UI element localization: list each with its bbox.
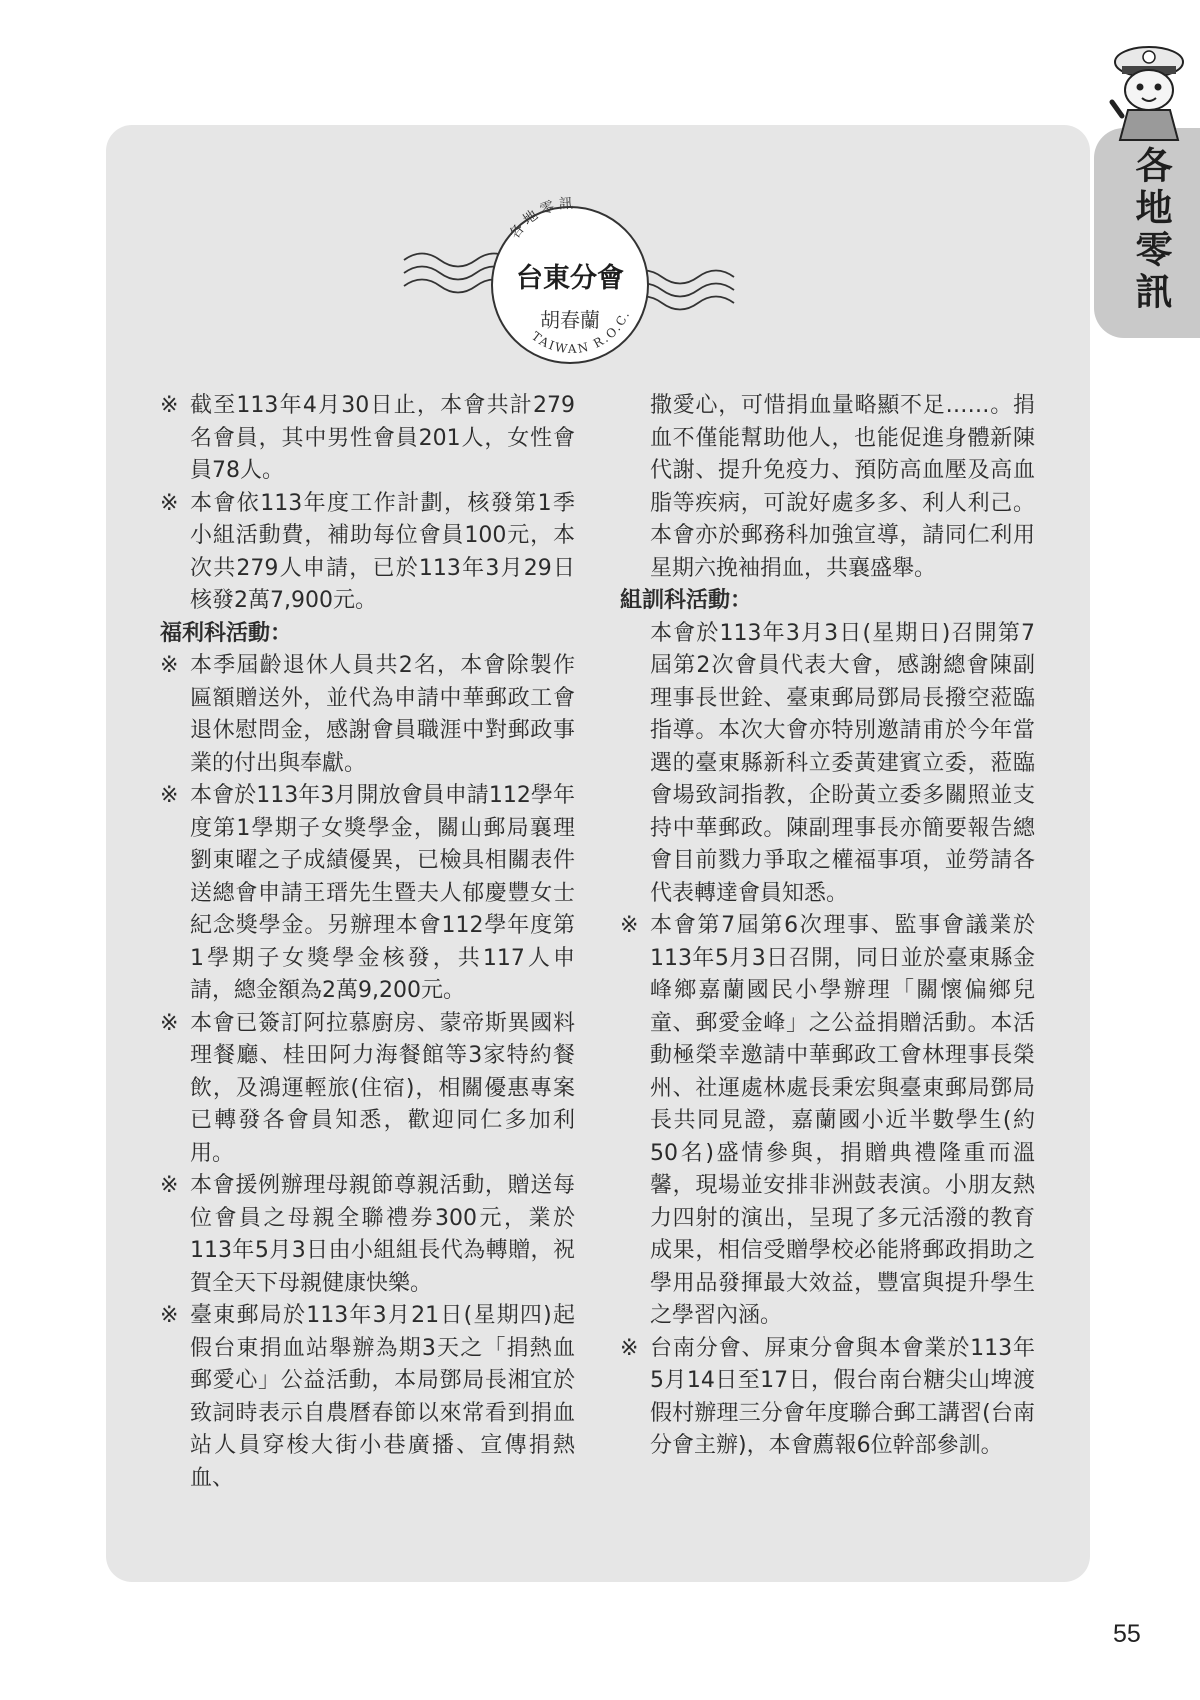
list-item bbox=[160, 1170, 575, 1300]
list-item-text: 本會於113年3月開放會員申請112學年度第1學期子女獎學金，關山郵局襄理劉東曜之子成績優異，已檢具相關表件送總會申請王瑨先生暨夫人郁慶豐女士紀念獎學金。另辦理本會112學年度第1學期子女獎學金核發，共117人申請，總金額為2萬9,200元。 bbox=[190, 783, 575, 1003]
section-heading-training: 組訓科活動： bbox=[620, 588, 753, 613]
list-item bbox=[160, 488, 575, 618]
list-item bbox=[160, 650, 575, 780]
postmark-arc-top: 各地零訊 bbox=[506, 195, 578, 243]
list-item-text: 本會已簽訂阿拉慕廚房、蒙帝斯異國料理餐廳、桂田阿力海餐館等3家特約餐飲，及鴻運輕旅(住宿)，相關優惠專案已轉發各會員知悉，歡迎同仁多加利用。 bbox=[190, 1010, 575, 1166]
reference-mark: ※ bbox=[160, 1303, 179, 1328]
training-paragraph: 本會於113年3月3日(星期日)召開第7屆第2次會員代表大會，感謝總會陳副理事長世銓、臺東郵局鄧局長撥空蒞臨指導。本次大會亦特別邀請甫於今年當選的臺東縣新科立委黃建賓立委，蒞臨會場致詞指教，企盼黃立委多關照並支持中華郵政。陳副理事長亦簡要報告總會目前戮力爭取之權福事項，並勞請各代表轉達會員知悉。 bbox=[650, 620, 1035, 906]
section-tab-label: 各地零訊 bbox=[1129, 146, 1173, 314]
reference-mark: ※ bbox=[160, 783, 179, 808]
branch-title: 台東分會 bbox=[516, 263, 624, 294]
postmark-stamp bbox=[400, 185, 740, 385]
list-item-text: 臺東郵局於113年3月21日(星期四)起假台東捐血站舉辦為期3天之「捐熱血 郵愛心」公益活動，本局鄧局長湘宜於致詞時表示自農曆春節以來常看到捐血站人員穿梭大街小巷廣播、宣傳捐熱血、 bbox=[190, 1303, 575, 1491]
reference-mark: ※ bbox=[160, 653, 179, 678]
reference-mark: ※ bbox=[160, 1010, 179, 1036]
right-column bbox=[620, 390, 1035, 1463]
left-column bbox=[160, 390, 575, 1495]
list-item-text: 截至113年4月30日止，本會共計279名會員，其中男性會員201人，女性會員78人。 bbox=[190, 393, 575, 483]
list-item bbox=[160, 1300, 575, 1495]
reference-mark: ※ bbox=[160, 393, 179, 418]
list-item bbox=[160, 1008, 575, 1171]
list-item-text: 本會依113年度工作計劃，核發第1季小組活動費，補助每位會員100元，本次共279人申請，已於113年3月29日核發2萬7,900元。 bbox=[190, 490, 575, 613]
list-item bbox=[160, 780, 575, 1008]
reference-mark: ※ bbox=[160, 490, 179, 516]
list-item-text: 本會援例辦理母親節尊親活動，贈送每位會員之母親全聯禮券300元，業於113年5月3日由小組組長代為轉贈，祝賀全天下母親健康快樂。 bbox=[190, 1173, 575, 1296]
list-item-text: 台南分會、屏東分會與本會業於113年5月14日至17日，假台南台糖尖山埤渡假村辦理三分會年度聯合郵工講習(台南分會主辦)，本會薦報6位幹部參訓。 bbox=[650, 1335, 1035, 1458]
mascot-illustration bbox=[1108, 40, 1190, 146]
reference-mark: ※ bbox=[620, 1335, 639, 1361]
reference-mark: ※ bbox=[160, 1173, 179, 1198]
reference-mark: ※ bbox=[620, 913, 639, 938]
section-heading-welfare: 福利科活動： bbox=[160, 620, 293, 646]
list-item bbox=[160, 390, 575, 488]
list-item bbox=[620, 1333, 1035, 1463]
list-item-text: 本季屆齡退休人員共2名，本會除製作匾額贈送外，並代為申請中華郵政工會退休慰問金，感謝會員職涯中對郵政事業的付出與奉獻。 bbox=[190, 653, 575, 776]
author-name: 胡春蘭 bbox=[540, 308, 600, 332]
section-side-tab bbox=[1094, 128, 1200, 338]
list-item-text: 本會第7屆第6次理事、監事會議業於113年5月3日召開，同日並於臺東縣金峰鄉嘉蘭國民小學辦理「關懷偏鄉兒童、郵愛金峰」之公益捐贈活動。本活動極榮幸邀請中華郵政工會林理事長榮州、社運處林處長秉宏與臺東郵局鄧局長共同見證，嘉蘭國小近半數學生(約50名)盛情參與，捐贈典禮隆重而溫馨，現場並安排非洲鼓表演。小朋友熱力四射的演出，呈現了多元活潑的教育成果，相信受贈學校必能將郵政捐助之學用品發揮最大效益，豐富與提升學生之學習內涵。 bbox=[650, 913, 1035, 1328]
page-number: 55 bbox=[1113, 1620, 1141, 1648]
continued-paragraph: 撒愛心，可惜捐血量略顯不足……。捐血不僅能幫助他人，也能促進身體新陳代謝、提升免疫力、預防高血壓及高血脂等疾病，可說好處多多、利人利己。本會亦於郵務科加強宣導，請同仁利用星期六挽袖捐血，共襄盛舉。 bbox=[650, 393, 1035, 581]
postmark-arc-bottom: TAIWAN R.O.C. bbox=[528, 307, 633, 357]
list-item bbox=[620, 910, 1035, 1333]
